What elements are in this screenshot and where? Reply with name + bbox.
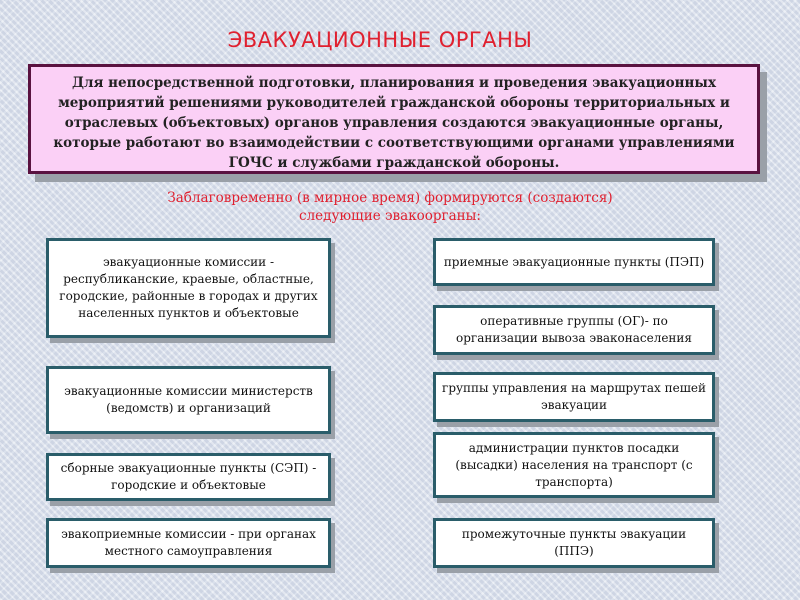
- intro-text: Для непосредственной подготовки, планирования и проведения эвакуационных мероприятий решениями руководителей гражданской обороны территориальных и отраслевых (объектовых) органов управления создаются эвакуационные органы, которые работают во взаимодействии с соответствующими органами управлениями ГОЧС и службами гражданской обороны.: [53, 75, 735, 171]
- page-title: ЭВАКУАЦИОННЫЕ ОРГАНЫ: [227, 28, 533, 52]
- left-box-text: эвакоприемные комиссии - при органах местного самоуправления: [61, 527, 316, 558]
- intro-panel: [28, 64, 760, 174]
- subtitle: Заблаговременно (в мирное время) формируются (создаются) следующие эвакоорганы:: [167, 190, 613, 224]
- left-box-text: сборные эвакуационные пункты (СЭП) - городские и объектовые: [60, 461, 317, 492]
- right-box-2: [433, 305, 715, 355]
- right-box-1: [433, 238, 715, 286]
- left-box-4: [46, 518, 331, 568]
- left-box-2: [46, 366, 331, 434]
- right-box-text: оперативные группы (ОГ)- по организации вывоза эваконаселения: [456, 314, 692, 345]
- left-box-text: эвакуационные комиссии - республиканские, краевые, областные, городские, районные в городах и других населенных пунктов и объектовые: [59, 255, 318, 320]
- right-box-text: приемные эвакуационные пункты (ПЭП): [443, 254, 705, 269]
- right-box-text: группы управления на маршрутах пешей эвакуации: [442, 381, 706, 412]
- left-box-text: эвакуационные комиссии министерств (ведомств) и организаций: [64, 384, 313, 415]
- left-box-1: [46, 238, 331, 338]
- right-box-text: администрации пунктов посадки (высадки) населения на транспорт (с транспорта): [455, 440, 693, 489]
- right-box-text: промежуточные пункты эвакуации (ППЭ): [461, 527, 687, 558]
- left-box-3: [46, 453, 331, 501]
- right-box-5: [433, 518, 715, 568]
- right-box-4: [433, 432, 715, 498]
- right-box-3: [433, 372, 715, 422]
